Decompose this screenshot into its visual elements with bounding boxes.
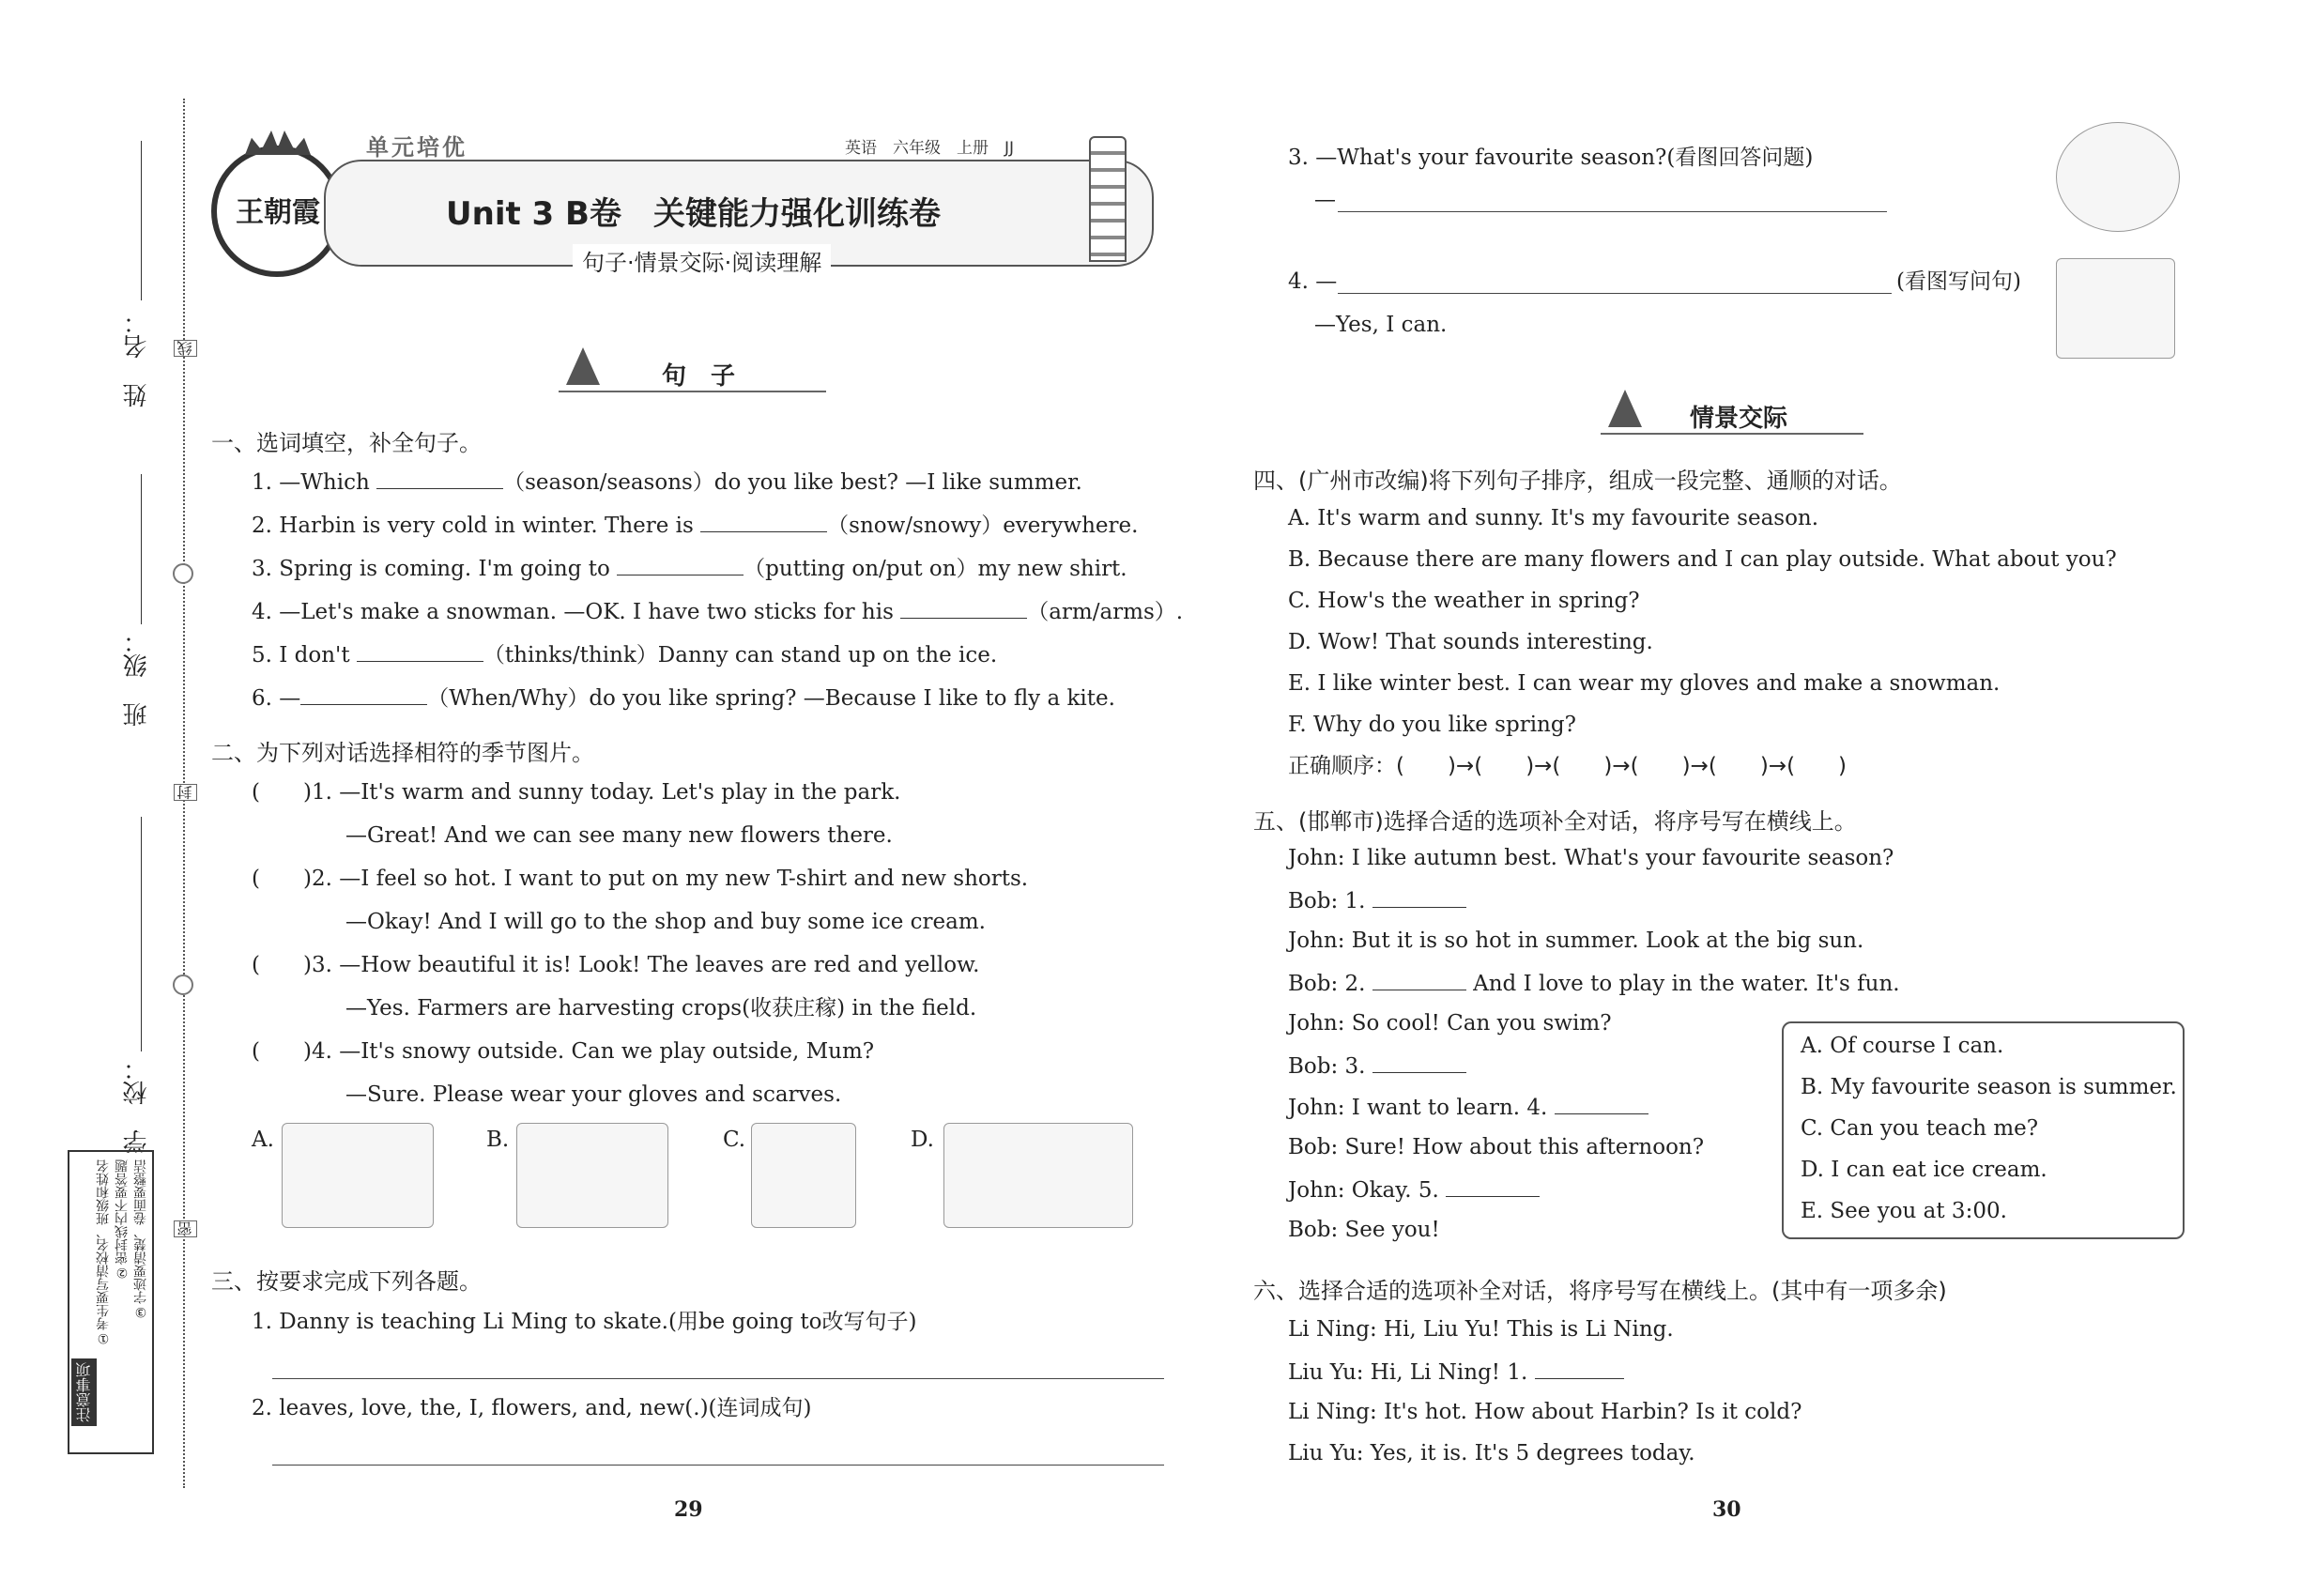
season-picture: [2056, 122, 2180, 232]
q1-item-text: 2. Harbin is very cold in winter. There is: [252, 514, 701, 538]
q1-item-text: 4. —Let's make a snowman. —OK. I have two sticks for his: [252, 600, 901, 624]
q5-line-text: John: I like autumn best. What's your favourite season?: [1288, 846, 1894, 870]
section-underline: [559, 391, 826, 392]
q1-item-choices: （When/Why）do you like spring? —Because I like to fly a kite.: [427, 686, 1115, 711]
page-subtitle: 句子·情景交际·阅读理解: [573, 244, 831, 277]
logo-crown-icon: [245, 130, 311, 155]
q3-item-3-dash: —: [1314, 188, 1336, 212]
q4-title: 四、(广州市改编)将下列句子排序，组成一段完整、通顺的对话。: [1253, 468, 1902, 494]
answer-blank[interactable]: [1446, 1174, 1540, 1197]
q6-line-2-text: Liu Yu: Hi, Li Ning! 1.: [1288, 1360, 1535, 1385]
q3-title: 三、按要求完成下列各题。: [211, 1268, 482, 1295]
notes-box: [68, 1150, 154, 1454]
option-c-label: C.: [723, 1128, 746, 1152]
answer-blank[interactable]: [357, 638, 483, 662]
q5-title: 五、(邯郸市)选择合适的选项补全对话，将序号写在横线上。: [1253, 808, 1857, 835]
q4-option: C. How's the weather in spring?: [1288, 589, 1640, 613]
q3-item-3: 3. —What's your favourite season?(看图回答问题): [1288, 146, 1814, 170]
cut-label-1: 线: [174, 340, 197, 357]
notes-item: ③字迹要清楚、卷面要整洁: [133, 1159, 148, 1319]
answer-line[interactable]: [1338, 293, 1892, 294]
summer-picture: [943, 1123, 1133, 1228]
q5-line-text: John: So cool! Can you swim?: [1288, 1011, 1612, 1036]
q1-item-text: 6. —: [252, 686, 301, 711]
q2-item-question: ( )3. —How beautiful it is! Look! The leaves are red and yellow.: [252, 953, 980, 977]
answer-blank[interactable]: [1372, 967, 1466, 990]
option-a-label: A.: [252, 1128, 274, 1152]
seal-hole-icon: [173, 974, 193, 995]
q1-item: [252, 552, 1127, 584]
q1-item-text: 5. I don't: [252, 643, 357, 668]
seal-hole-icon: [173, 563, 193, 584]
snowman-picture: [2056, 258, 2175, 359]
q3-item-4-reply: —Yes, I can.: [1314, 313, 1448, 337]
q5-dialog-line: [1288, 1050, 1466, 1082]
logo-text: 王朝霞: [236, 196, 320, 229]
q5-option: A. Of course I can.: [1801, 1034, 2004, 1058]
q5-dialog-line: [1288, 1008, 1612, 1038]
section-header-dialog: [1601, 390, 1863, 438]
q5-dialog-line: [1288, 1174, 1540, 1205]
q4-option: E. I like winter best. I can wear my gloves and make a snowman.: [1288, 671, 2001, 696]
q4-option: F. Why do you like spring?: [1288, 713, 1576, 737]
answer-blank[interactable]: [1372, 1050, 1466, 1073]
section-header-sentence: [559, 347, 826, 396]
q4-order[interactable]: 正确顺序：( )→( )→( )→( )→( )→( ): [1288, 754, 1848, 778]
answer-blank[interactable]: [1372, 884, 1466, 908]
page-title: Unit 3 B卷 关键能力强化训练卷: [446, 195, 941, 233]
name-label: 姓 名：: [123, 310, 151, 407]
answer-blank[interactable]: [376, 466, 503, 489]
q5-option: C. Can you teach me?: [1801, 1116, 2039, 1141]
answer-blank[interactable]: [700, 509, 827, 532]
class-label: 班 级：: [123, 629, 151, 727]
q1-item-choices: （arm/arms）.: [1027, 600, 1184, 624]
q6-line-4: Liu Yu: Yes, it is. It's 5 degrees today.: [1288, 1441, 1695, 1466]
q6-line-1: Li Ning: Hi, Liu Yu! This is Li Ning.: [1288, 1317, 1674, 1342]
notes-item: ①考生要写清校名、班级和姓名: [96, 1159, 111, 1345]
q6-line-3: Li Ning: It's hot. How about Harbin? Is it cold?: [1288, 1400, 1802, 1424]
q2-item-reply: —Sure. Please wear your gloves and scarves.: [345, 1082, 842, 1107]
meta-label: 英语 六年级 上册 JJ: [845, 139, 1015, 158]
winter-picture: [516, 1123, 668, 1228]
section-underline: [1601, 433, 1863, 435]
q2-item-reply: —Okay! And I will go to the shop and buy some ice cream.: [345, 910, 986, 934]
class-field[interactable]: [141, 474, 142, 624]
option-b-label: B.: [486, 1128, 510, 1152]
q2-item-question: ( )2. —I feel so hot. I want to put on my new T-shirt and new shorts.: [252, 867, 1029, 891]
q5-line-text: John: I want to learn. 4.: [1288, 1096, 1555, 1120]
q1-item: [252, 466, 1082, 498]
answer-blank[interactable]: [900, 595, 1027, 619]
q5-dialog-line: [1288, 843, 1894, 873]
notes-item: ②密封线内不要答题: [115, 1159, 130, 1280]
q1-item-choices: （snow/snowy）everywhere.: [827, 514, 1139, 538]
name-field[interactable]: [141, 141, 142, 300]
q1-item: [252, 509, 1138, 541]
q3-item-2: 2. leaves, love, the, I, flowers, and, new(.)(连词成句): [252, 1396, 812, 1420]
section-title-sentence: 句 子: [662, 362, 736, 391]
answer-blank[interactable]: [617, 552, 744, 575]
q5-line-text: Bob: Sure! How about this afternoon?: [1288, 1135, 1705, 1159]
q1-item-choices: （putting on/put on）my new shirt.: [744, 557, 1127, 581]
q5-option: D. I can eat ice cream.: [1801, 1158, 2047, 1182]
q3-item-4-dash: 4. —: [1288, 269, 1338, 294]
q5-line-text: Bob: 3.: [1288, 1054, 1372, 1079]
answer-blank[interactable]: [1555, 1091, 1648, 1114]
school-field[interactable]: [141, 817, 142, 1051]
answer-line[interactable]: [272, 1465, 1164, 1466]
q4-option: A. It's warm and sunny. It's my favourite season.: [1288, 506, 1819, 530]
q1-item-choices: （thinks/think）Danny can stand up on the ice.: [483, 643, 998, 668]
q1-item-choices: （season/seasons）do you like best? —I like summer.: [503, 470, 1082, 495]
q5-line-after: And I love to play in the water. It's fun.: [1465, 972, 1900, 996]
q5-dialog-line: [1288, 1132, 1704, 1162]
q5-line-text: Bob: See you!: [1288, 1218, 1440, 1242]
lighthouse-icon: [1089, 136, 1127, 262]
answer-line[interactable]: [1338, 211, 1887, 212]
header-banner: [211, 127, 1169, 276]
school-label: 学 校：: [123, 1056, 151, 1154]
q2-item-question: ( )4. —It's snowy outside. Can we play outside, Mum?: [252, 1039, 875, 1064]
q1-item-text: 3. Spring is coming. I'm going to: [252, 557, 618, 581]
q5-dialog-line: [1288, 1091, 1648, 1123]
sailboat-icon: [1608, 390, 1642, 427]
q5-option: B. My favourite season is summer.: [1801, 1075, 2177, 1099]
section-title-dialog: 情景交际: [1690, 405, 1788, 433]
option-d-label: D.: [911, 1128, 934, 1152]
q5-dialog-line: [1288, 1215, 1440, 1245]
q5-line-text: Bob: 2.: [1288, 972, 1372, 996]
q5-line-text: Bob: 1.: [1288, 889, 1372, 913]
q4-option: B. Because there are many flowers and I can play outside. What about you?: [1288, 547, 2117, 572]
answer-line[interactable]: [272, 1378, 1164, 1379]
q5-line-text: John: Okay. 5.: [1288, 1178, 1447, 1203]
page-number-right: 30: [1712, 1497, 1741, 1522]
q2-item-question: ( )1. —It's warm and sunny today. Let's play in the park.: [252, 780, 901, 805]
sailboat-icon: [566, 347, 600, 385]
series-label: 单元培优: [366, 134, 468, 161]
cut-label-3: 密: [174, 1220, 197, 1237]
q5-option: E. See you at 3:00.: [1801, 1199, 2007, 1223]
q1-item: [252, 595, 1183, 627]
q3-item-1: 1. Danny is teaching Li Ming to skate.(用be going to改写句子): [252, 1310, 917, 1334]
q5-dialog-line: [1288, 926, 1863, 956]
logo-badge: [211, 146, 343, 277]
q1-title: 一、选词填空，补全句子。: [211, 430, 482, 456]
page-number-left: 29: [674, 1497, 703, 1522]
q1-item: [252, 638, 997, 670]
q2-title: 二、为下列对话选择相符的季节图片。: [211, 740, 594, 766]
q4-option: D. Wow! That sounds interesting.: [1288, 630, 1653, 654]
q5-line-text: John: But it is so hot in summer. Look at the big sun.: [1288, 928, 1864, 953]
notes-title: 注意事项: [71, 1358, 97, 1426]
q2-item-reply: —Yes. Farmers are harvesting crops(收获庄稼) in the field.: [345, 996, 977, 1021]
q3-item-4-note: (看图写问句): [1896, 269, 2021, 294]
q6-line-2: [1288, 1356, 1624, 1388]
autumn-picture: [751, 1123, 856, 1228]
q5-dialog-line: [1288, 884, 1466, 916]
q6-title: 六、选择合适的选项补全对话，将序号写在横线上。(其中有一项多余): [1253, 1278, 1947, 1304]
q2-item-reply: —Great! And we can see many new flowers there.: [345, 823, 893, 848]
answer-blank[interactable]: [300, 682, 427, 705]
answer-blank[interactable]: [1535, 1356, 1624, 1379]
cut-label-2: 封: [174, 784, 197, 801]
q1-item-text: 1. —Which: [252, 470, 377, 495]
spring-picture: [282, 1123, 434, 1228]
q5-dialog-line: [1288, 967, 1900, 999]
q1-item: [252, 682, 1115, 714]
